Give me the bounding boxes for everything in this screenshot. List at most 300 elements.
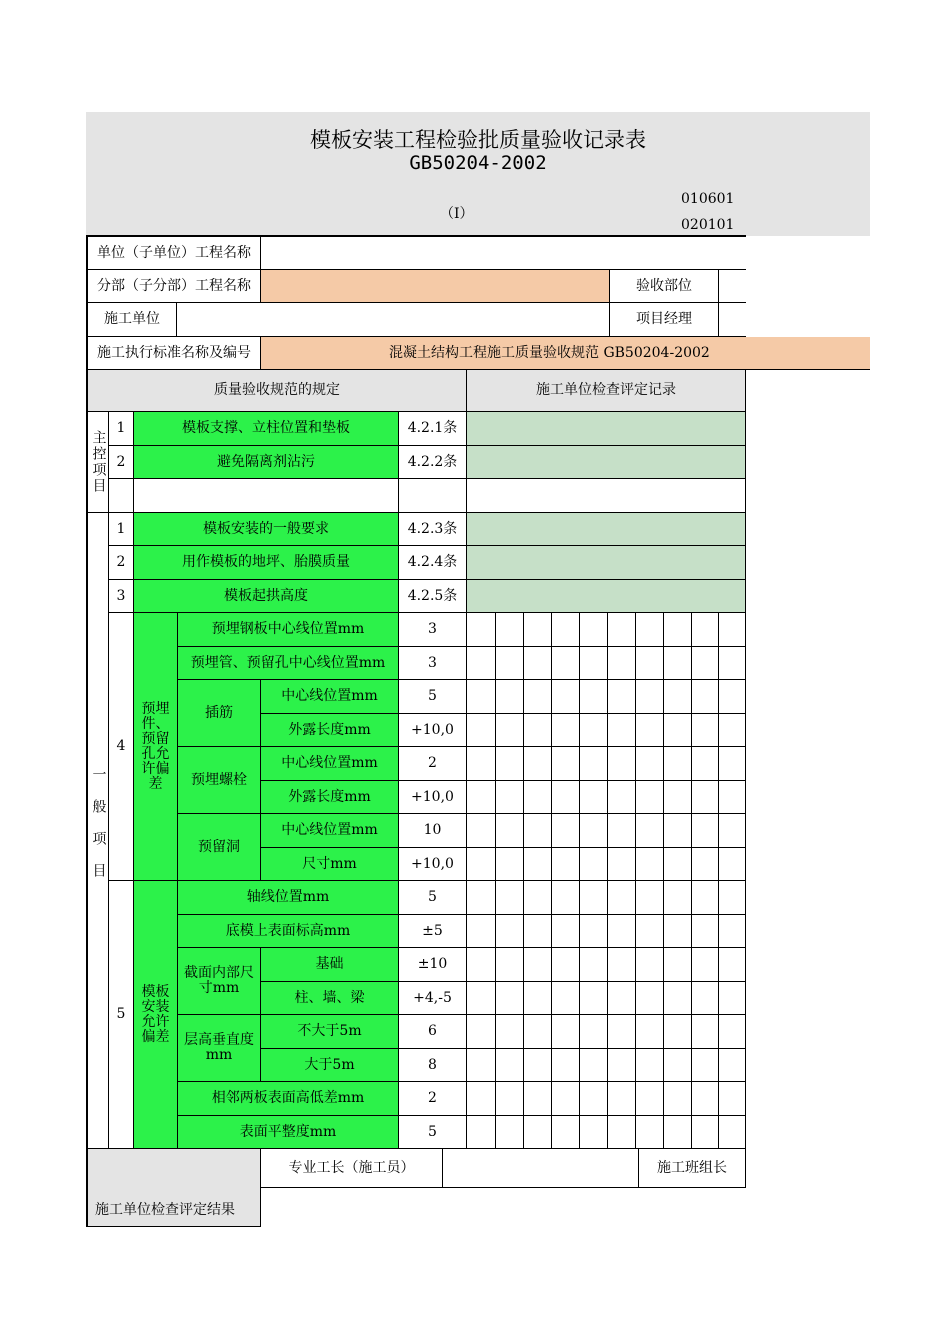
accept-part-label [610, 270, 719, 303]
check-item [261, 1015, 399, 1049]
allowed-deviation-text: 5 [428, 889, 437, 905]
sub-group-label-text: 截面内部尺寸mm [184, 965, 254, 996]
item-number [109, 513, 134, 546]
measurement-cell[interactable] [467, 948, 496, 982]
measurement-cell[interactable] [608, 814, 636, 848]
measurement-cell[interactable] [719, 881, 746, 915]
measurement-cell[interactable] [524, 647, 552, 680]
measurement-cell[interactable] [608, 881, 636, 915]
check-item-text: 不大于5m [297, 1023, 362, 1039]
group-number-text: 4 [116, 738, 126, 754]
item-number-text: 3 [116, 587, 126, 604]
check-item [178, 881, 399, 915]
measurement-cell[interactable] [692, 814, 719, 848]
measurement-cell[interactable] [552, 881, 580, 915]
allowed-deviation [399, 747, 467, 781]
allowed-deviation-text: 5 [428, 1123, 437, 1140]
measurement-cell[interactable] [524, 1049, 552, 1082]
measurement-cell[interactable] [580, 747, 608, 781]
item-record[interactable] [467, 479, 746, 513]
measurement-cell[interactable] [467, 747, 496, 781]
measurement-cell[interactable] [580, 680, 608, 714]
allowed-deviation-text: 3 [428, 654, 437, 671]
measurement-cell[interactable] [580, 1015, 608, 1049]
item-name [134, 513, 399, 546]
measurement-cell[interactable] [524, 1116, 552, 1149]
allowed-deviation-text: 2 [428, 755, 437, 771]
measurement-cell[interactable] [719, 814, 746, 848]
measurement-cell[interactable] [524, 848, 552, 881]
measurement-cell[interactable] [664, 647, 692, 680]
allowed-deviation [399, 1116, 467, 1149]
item-record[interactable] [467, 546, 746, 580]
measurement-cell[interactable] [719, 747, 746, 781]
measurement-cell[interactable] [467, 613, 496, 647]
measurement-cell[interactable] [692, 647, 719, 680]
check-item-text: 基础 [315, 956, 344, 972]
measurement-cell[interactable] [467, 881, 496, 915]
measurement-cell[interactable] [664, 948, 692, 982]
measurement-cell[interactable] [496, 1116, 524, 1149]
measurement-cell[interactable] [664, 814, 692, 848]
measurement-cell[interactable] [719, 1049, 746, 1082]
measurement-cell[interactable] [496, 948, 524, 982]
measurement-cell[interactable] [496, 814, 524, 848]
construction-unit-label-text: 施工单位 [104, 311, 160, 327]
check-item-text: 相邻两板表面高低差mm [211, 1090, 365, 1106]
item-name [134, 580, 399, 613]
allowed-deviation-text: 2 [428, 1090, 437, 1106]
measurement-cell[interactable] [467, 1082, 496, 1116]
measurement-cell[interactable] [664, 1015, 692, 1049]
measurement-cell[interactable] [467, 915, 496, 948]
check-item-text: 中心线位置mm [281, 822, 378, 838]
sub-group-label [178, 1015, 261, 1082]
measurement-cell[interactable] [636, 848, 664, 881]
check-item-text: 中心线位置mm [281, 755, 378, 771]
check-item-text: 预埋管、预留孔中心线位置mm [190, 654, 386, 671]
measurement-cell[interactable] [664, 915, 692, 948]
measurement-cell[interactable] [692, 613, 719, 647]
measurement-cell[interactable] [692, 881, 719, 915]
sub-group-label [178, 747, 261, 814]
measurement-cell[interactable] [608, 613, 636, 647]
measurement-cell[interactable] [664, 1116, 692, 1149]
measurement-cell[interactable] [608, 1116, 636, 1149]
measurement-cell[interactable] [608, 714, 636, 747]
measurement-cell[interactable] [496, 680, 524, 714]
measurement-cell[interactable] [608, 915, 636, 948]
group-number-text: 5 [116, 1006, 126, 1022]
record-header [467, 370, 746, 412]
measurement-cell[interactable] [608, 747, 636, 781]
measurement-cell[interactable] [608, 781, 636, 814]
item-name-text: 模板安装的一般要求 [203, 520, 329, 537]
item-record[interactable] [467, 513, 746, 546]
allowed-deviation-text: +10,0 [411, 788, 454, 805]
item-clause-text: 4.2.5条 [407, 587, 458, 604]
item-number [109, 479, 134, 513]
sub-group-label-text: 插筋 [205, 704, 233, 721]
measurement-cell[interactable] [552, 915, 580, 948]
check-item [261, 680, 399, 714]
item-clause [399, 479, 467, 513]
check-item [178, 647, 399, 680]
measurement-cell[interactable] [552, 647, 580, 680]
record-header-text: 施工单位检查评定记录 [536, 382, 676, 398]
measurement-cell[interactable] [552, 982, 580, 1015]
check-item-text: 预埋钢板中心线位置mm [211, 621, 365, 637]
check-item-text: 大于5m [304, 1056, 355, 1073]
item-number [109, 546, 134, 580]
measurement-cell[interactable] [552, 1049, 580, 1082]
allowed-deviation [399, 881, 467, 915]
measurement-cell[interactable] [580, 1082, 608, 1116]
measurement-cell[interactable] [552, 781, 580, 814]
measurement-cell[interactable] [552, 1116, 580, 1149]
measurement-cell[interactable] [580, 1049, 608, 1082]
measurement-cell[interactable] [636, 680, 664, 714]
project-name-label-text: 单位（子单位）工程名称 [97, 244, 251, 261]
measurement-cell[interactable] [692, 747, 719, 781]
item-record[interactable] [467, 446, 746, 479]
measurement-cell[interactable] [692, 982, 719, 1015]
item-clause-text: 4.2.1条 [407, 420, 458, 436]
foreman-field[interactable] [443, 1149, 639, 1188]
measurement-cell[interactable] [636, 1082, 664, 1116]
allowed-deviation-text: ±5 [422, 922, 443, 939]
measurement-cell[interactable] [552, 714, 580, 747]
measurement-cell[interactable] [467, 714, 496, 747]
standard-code: GB50204-2002 [409, 152, 547, 174]
measurement-cell[interactable] [636, 1015, 664, 1049]
check-item-text: 柱、墙、梁 [294, 989, 365, 1006]
measurement-cell[interactable] [664, 1082, 692, 1116]
item-clause [399, 446, 467, 479]
measurement-cell[interactable] [636, 982, 664, 1015]
measurement-cell[interactable] [719, 982, 746, 1015]
sub-project-label-text: 分部（子分部）工程名称 [97, 277, 251, 294]
check-item [178, 915, 399, 948]
spec-header [88, 370, 467, 412]
measurement-cell[interactable] [524, 814, 552, 848]
measurement-cell[interactable] [664, 781, 692, 814]
allowed-deviation [399, 1082, 467, 1116]
standard-value-text: 混凝土结构工程施工质量验收规范 GB50204-2002 [389, 344, 710, 361]
measurement-cell[interactable] [552, 680, 580, 714]
measurement-cell[interactable] [467, 982, 496, 1015]
allowed-deviation-text: ±10 [417, 956, 448, 972]
measurement-cell[interactable] [552, 1015, 580, 1049]
measurement-cell[interactable] [608, 1049, 636, 1082]
item-number-text: 2 [116, 453, 126, 470]
allowed-deviation [399, 680, 467, 714]
allowed-deviation [399, 1049, 467, 1082]
measurement-cell[interactable] [692, 781, 719, 814]
form-code-1: 010601 [681, 191, 735, 207]
foreman-label-text: 专业工长（施工员） [288, 1159, 415, 1176]
measurement-cell[interactable] [719, 1082, 746, 1116]
item-record[interactable] [467, 580, 746, 613]
measurement-cell[interactable] [524, 747, 552, 781]
measurement-cell[interactable] [580, 613, 608, 647]
measurement-cell[interactable] [692, 714, 719, 747]
measurement-cell[interactable] [496, 781, 524, 814]
check-item [178, 1082, 399, 1116]
standard-value [261, 337, 870, 370]
measurement-cell[interactable] [719, 680, 746, 714]
form-code-2: 020101 [681, 217, 735, 233]
measurement-cell[interactable] [524, 1082, 552, 1116]
item-name-text: 模板起拱高度 [224, 587, 308, 604]
check-item [261, 982, 399, 1015]
allowed-deviation [399, 848, 467, 881]
measurement-cell[interactable] [636, 714, 664, 747]
sub-group-label [178, 680, 261, 747]
measurement-cell[interactable] [524, 680, 552, 714]
measurement-cell[interactable] [608, 848, 636, 881]
measurement-cell[interactable] [580, 1116, 608, 1149]
measurement-cell[interactable] [496, 647, 524, 680]
measurement-cell[interactable] [524, 881, 552, 915]
sub-group-label-text: 预埋螺栓 [191, 771, 247, 788]
measurement-cell[interactable] [496, 1015, 524, 1049]
allowed-deviation-text: 10 [423, 822, 442, 838]
project-manager-label-text: 项目经理 [636, 311, 692, 327]
measurement-cell[interactable] [496, 915, 524, 948]
measurement-cell[interactable] [580, 982, 608, 1015]
measurement-cell[interactable] [636, 613, 664, 647]
measurement-cell[interactable] [496, 982, 524, 1015]
allowed-deviation-text: 3 [428, 621, 437, 637]
check-item [261, 714, 399, 747]
measurement-cell[interactable] [719, 848, 746, 881]
item-number-text: 1 [116, 520, 126, 537]
measurement-cell[interactable] [580, 881, 608, 915]
team-leader-label [639, 1149, 746, 1188]
general-label [88, 513, 109, 1149]
allowed-deviation [399, 982, 467, 1015]
main-control-label [88, 412, 109, 513]
measurement-cell[interactable] [692, 915, 719, 948]
sub-project-field[interactable] [261, 270, 610, 303]
measurement-cell[interactable] [524, 1015, 552, 1049]
measurement-cell[interactable] [608, 948, 636, 982]
main-control-label-text: 主控项目 [90, 430, 107, 494]
measurement-cell[interactable] [524, 613, 552, 647]
standard-label-text: 施工执行标准名称及编号 [97, 344, 251, 361]
measurement-cell[interactable] [636, 948, 664, 982]
measurement-cell[interactable] [467, 814, 496, 848]
measurement-cell[interactable] [664, 881, 692, 915]
measurement-cell[interactable] [496, 747, 524, 781]
measurement-cell[interactable] [664, 1049, 692, 1082]
measurement-cell[interactable] [608, 1082, 636, 1116]
measurement-cell[interactable] [719, 915, 746, 948]
check-item [178, 613, 399, 647]
project-manager-field[interactable] [719, 303, 746, 337]
measurement-cell[interactable] [524, 915, 552, 948]
measurement-cell[interactable] [692, 1015, 719, 1049]
allowed-deviation-text: 5 [428, 688, 437, 704]
allowed-deviation-text: 6 [428, 1023, 437, 1039]
measurement-cell[interactable] [580, 915, 608, 948]
check-item-text: 外露长度mm [288, 721, 371, 738]
allowed-deviation [399, 814, 467, 848]
measurement-cell[interactable] [636, 1116, 664, 1149]
item-record[interactable] [467, 412, 746, 446]
sub-mark: （Ⅰ） [440, 206, 474, 222]
measurement-cell[interactable] [664, 848, 692, 881]
group-number [109, 613, 134, 881]
allowed-deviation [399, 613, 467, 647]
project-name-field[interactable] [261, 237, 746, 270]
group-number [109, 881, 134, 1149]
measurement-cell[interactable] [692, 1116, 719, 1149]
measurement-cell[interactable] [608, 982, 636, 1015]
project-name-label [88, 237, 261, 270]
measurement-cell[interactable] [719, 714, 746, 747]
sub-project-label [88, 270, 261, 303]
item-clause [399, 580, 467, 613]
measurement-cell[interactable] [664, 982, 692, 1015]
measurement-cell[interactable] [719, 647, 746, 680]
measurement-cell[interactable] [496, 848, 524, 881]
check-item [261, 781, 399, 814]
measurement-cell[interactable] [496, 613, 524, 647]
spec-header-text: 质量验收规范的规定 [214, 382, 340, 398]
check-item [261, 814, 399, 848]
measurement-cell[interactable] [608, 1015, 636, 1049]
measurement-cell[interactable] [580, 714, 608, 747]
item-clause [399, 412, 467, 446]
measurement-cell[interactable] [719, 1015, 746, 1049]
measurement-cell[interactable] [580, 948, 608, 982]
item-clause [399, 546, 467, 580]
allowed-deviation-text: +4,-5 [413, 989, 452, 1006]
measurement-cell[interactable] [496, 1082, 524, 1116]
allowed-deviation [399, 1015, 467, 1049]
item-number [109, 446, 134, 479]
sub-group-label [178, 814, 261, 881]
check-item-text: 轴线位置mm [246, 889, 330, 905]
item-number [109, 580, 134, 613]
measurement-cell[interactable] [719, 781, 746, 814]
sub-group-label [178, 948, 261, 1015]
group-label [134, 613, 178, 881]
group-label-text: 模板安装允许偏差 [141, 983, 170, 1045]
measurement-cell[interactable] [580, 647, 608, 680]
group-label [134, 881, 178, 1149]
measurement-cell[interactable] [496, 714, 524, 747]
check-item [261, 948, 399, 982]
result-label: 施工单位检查评定结果 [95, 1202, 235, 1218]
measurement-cell[interactable] [636, 781, 664, 814]
accept-part-label-text: 验收部位 [636, 277, 692, 294]
measurement-cell[interactable] [467, 1116, 496, 1149]
measurement-cell[interactable] [692, 1082, 719, 1116]
measurement-cell[interactable] [467, 1015, 496, 1049]
measurement-cell[interactable] [719, 1116, 746, 1149]
measurement-cell[interactable] [552, 848, 580, 881]
measurement-cell[interactable] [636, 881, 664, 915]
allowed-deviation [399, 714, 467, 747]
measurement-cell[interactable] [467, 848, 496, 881]
measurement-cell[interactable] [580, 848, 608, 881]
measurement-cell[interactable] [664, 714, 692, 747]
item-name [134, 479, 399, 513]
sub-group-label-text: 层高垂直度mm [184, 1032, 254, 1063]
measurement-cell[interactable] [636, 647, 664, 680]
general-label-text: 一般项目 [90, 766, 107, 895]
measurement-cell[interactable] [719, 613, 746, 647]
measurement-cell[interactable] [496, 881, 524, 915]
measurement-cell[interactable] [608, 680, 636, 714]
item-name-text: 避免隔离剂沾污 [217, 453, 315, 470]
measurement-cell[interactable] [524, 982, 552, 1015]
group-label-text: 预埋件、预留孔允许偏差 [141, 700, 170, 792]
measurement-cell[interactable] [664, 613, 692, 647]
check-item-text: 底模上表面标高mm [225, 922, 351, 939]
measurement-cell[interactable] [524, 948, 552, 982]
measurement-cell[interactable] [719, 948, 746, 982]
item-name-text: 模板支撑、立柱位置和垫板 [182, 420, 350, 436]
measurement-cell[interactable] [636, 1049, 664, 1082]
accept-part-field[interactable] [719, 270, 746, 303]
measurement-cell[interactable] [608, 647, 636, 680]
measurement-cell[interactable] [552, 814, 580, 848]
measurement-cell[interactable] [692, 848, 719, 881]
check-item-text: 外露长度mm [288, 788, 371, 805]
item-number-text: 2 [116, 554, 126, 570]
measurement-cell[interactable] [636, 814, 664, 848]
measurement-cell[interactable] [467, 647, 496, 680]
measurement-cell[interactable] [524, 714, 552, 747]
item-clause-text: 4.2.4条 [407, 554, 458, 570]
allowed-deviation [399, 647, 467, 680]
construction-unit-field[interactable] [177, 303, 610, 337]
check-item-text: 中心线位置mm [281, 688, 378, 704]
measurement-cell[interactable] [552, 613, 580, 647]
measurement-cell[interactable] [664, 680, 692, 714]
allowed-deviation-text: +10,0 [411, 855, 454, 872]
item-name [134, 412, 399, 446]
measurement-cell[interactable] [552, 1082, 580, 1116]
measurement-cell[interactable] [467, 1049, 496, 1082]
measurement-cell[interactable] [664, 747, 692, 781]
measurement-cell[interactable] [467, 680, 496, 714]
check-item [261, 1049, 399, 1082]
check-item [261, 747, 399, 781]
measurement-cell[interactable] [692, 1049, 719, 1082]
measurement-cell[interactable] [496, 1049, 524, 1082]
measurement-cell[interactable] [524, 781, 552, 814]
measurement-cell[interactable] [467, 781, 496, 814]
measurement-cell[interactable] [636, 915, 664, 948]
item-name-text: 用作模板的地坪、胎膜质量 [182, 554, 350, 570]
measurement-cell[interactable] [580, 781, 608, 814]
measurement-cell[interactable] [692, 948, 719, 982]
check-item-text: 表面平整度mm [239, 1123, 337, 1140]
allowed-deviation [399, 948, 467, 982]
measurement-cell[interactable] [692, 680, 719, 714]
measurement-cell[interactable] [552, 747, 580, 781]
measurement-cell[interactable] [580, 814, 608, 848]
allowed-deviation [399, 781, 467, 814]
measurement-cell[interactable] [636, 747, 664, 781]
item-clause-text: 4.2.2条 [407, 453, 458, 470]
measurement-cell[interactable] [552, 948, 580, 982]
